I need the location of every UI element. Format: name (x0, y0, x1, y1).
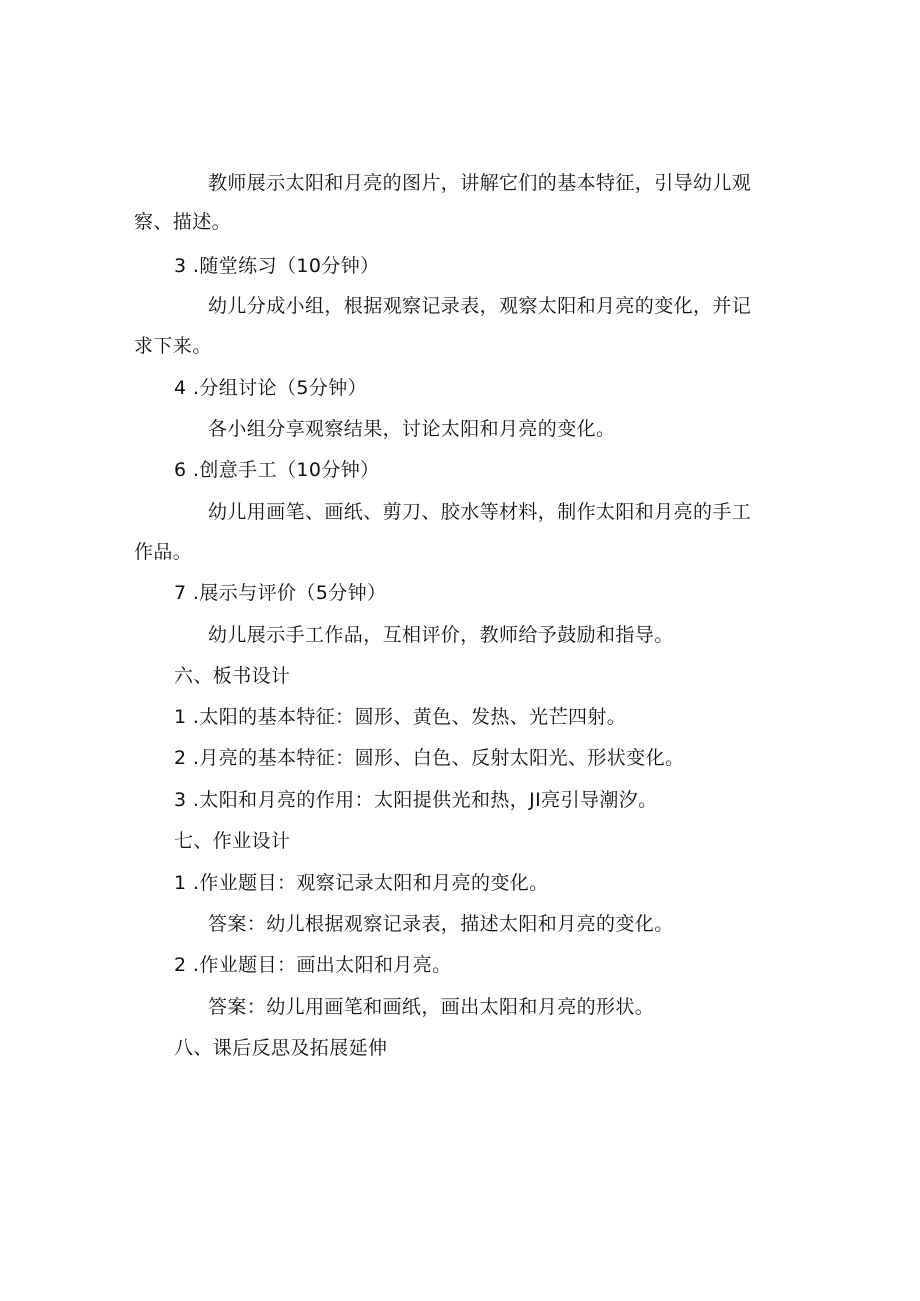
list-item: 3 .太阳和月亮的作用：太阳提供光和热，JI亮引导潮汐。 (174, 789, 658, 811)
list-item: 2 .月亮的基本特征：圆形、白色、反射太阳光、形状变化。 (174, 747, 685, 769)
paragraph-line: 作品。 (134, 541, 193, 563)
paragraph-line: 求下来。 (134, 335, 212, 357)
paragraph-line: 幼儿展示手工作品，互相评价，教师给予鼓励和指导。 (208, 624, 674, 646)
section-heading: 六、板书设计 (174, 665, 291, 687)
paragraph-line: 幼儿分成小组，根据观察记录表，观察太阳和月亮的变化，并记 (208, 295, 752, 317)
answer-line: 答案：幼儿用画笔和画纸，画出太阳和月亮的形状。 (208, 996, 655, 1018)
paragraph-line: 教师展示太阳和月亮的图片，讲解它们的基本特征，引导幼儿观 (208, 172, 752, 194)
list-item: 1 .太阳的基本特征：圆形、黄色、发热、光芒四射。 (174, 706, 627, 728)
paragraph-line: 察、描述。 (134, 211, 232, 233)
section-heading: 八、课后反思及拓展延伸 (174, 1037, 388, 1059)
list-item-heading: 7 .展示与评价（5分钟） (174, 582, 387, 604)
list-item-heading: 4 .分组讨论（5分钟） (174, 377, 368, 399)
list-item-heading: 6 .创意手工（10分钟） (174, 459, 380, 481)
list-item: 2 .作业题目：画出太阳和月亮。 (174, 954, 452, 976)
list-item: 1 .作业题目：观察记录太阳和月亮的变化。 (174, 872, 549, 894)
section-heading: 七、作业设计 (174, 830, 291, 852)
answer-line: 答案：幼儿根据观察记录表，描述太阳和月亮的变化。 (208, 913, 674, 935)
paragraph-line: 幼儿用画笔、画纸、剪刀、胶水等材料，制作太阳和月亮的手工 (208, 501, 752, 523)
paragraph-line: 各小组分享观察结果，讨论太阳和月亮的变化。 (208, 418, 616, 440)
list-item-heading: 3 .随堂练习（10分钟） (174, 255, 380, 277)
